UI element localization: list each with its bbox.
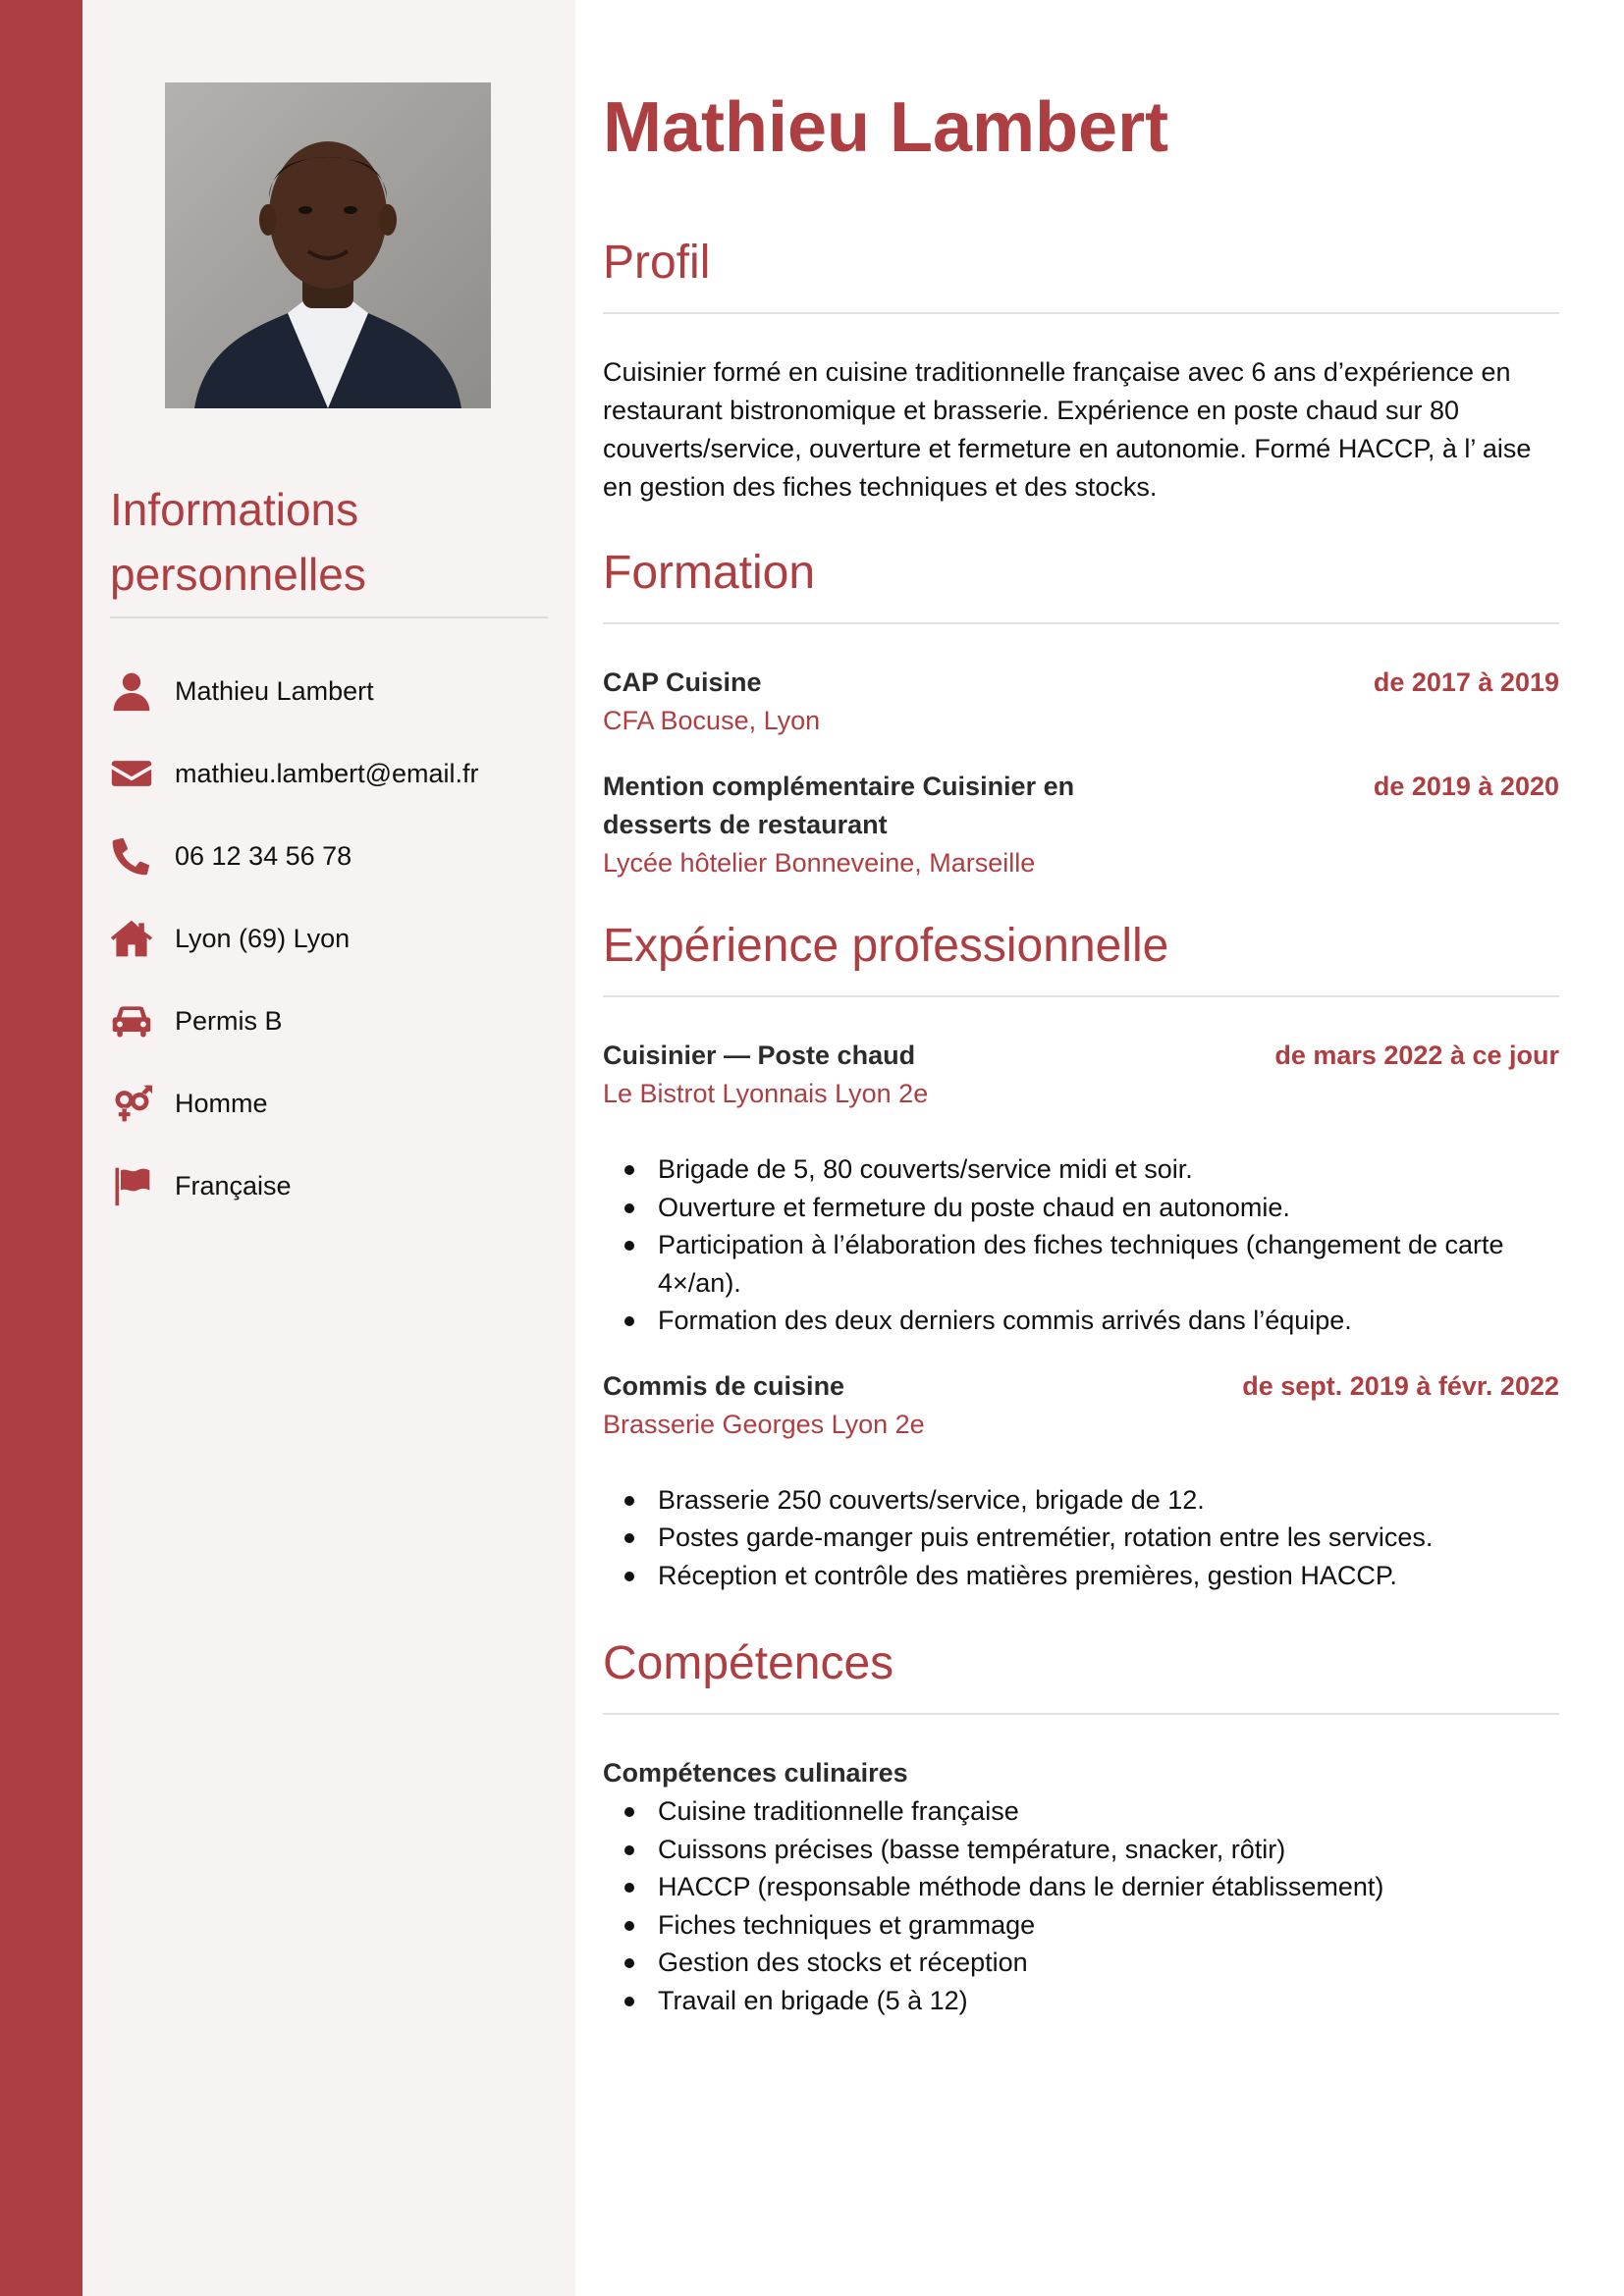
flag-icon [110, 1163, 175, 1208]
experience-title: Commis de cuisine [603, 1370, 845, 1401]
list-item: Formation des deux derniers commis arrivés dans l’équipe. [603, 1302, 1559, 1340]
list-item: Brasserie 250 couverts/service, brigade de 12. [603, 1481, 1559, 1520]
accent-stripe [0, 0, 82, 2296]
formation-entry [603, 664, 1559, 740]
divider [603, 312, 1559, 314]
info-item-license [110, 980, 548, 1062]
user-icon [110, 668, 175, 714]
home-icon [110, 916, 175, 961]
profile-photo-image [165, 82, 491, 408]
sidebar [82, 0, 575, 2296]
profil-heading: Profil [603, 237, 711, 289]
info-item-gender [110, 1062, 548, 1145]
experience-entry [603, 1037, 1559, 1340]
competences-subtitle: Compétences culinaires [603, 1758, 908, 1788]
experience-date: de sept. 2019 à févr. 2022 [1242, 1370, 1559, 1401]
info-name-text: Mathieu Lambert [175, 675, 374, 706]
info-phone-text[interactable]: 06 12 34 56 78 [175, 840, 352, 871]
info-address-text: Lyon (69) Lyon [175, 923, 351, 953]
formation-place: CFA Bocuse, Lyon [603, 706, 821, 735]
personal-info-heading: Informations personnelles [110, 484, 366, 600]
list-item: Fiches techniques et grammage [603, 1906, 1559, 1945]
experience-place: Le Bistrot Lyonnais Lyon 2e [603, 1079, 929, 1108]
list-item: Brigade de 5, 80 couverts/service midi et soir. [603, 1150, 1559, 1189]
formation-title: Mention complémentaire Cuisinier en desserts de restaurant [603, 772, 1075, 839]
section-profil [603, 232, 1559, 507]
info-gender-text: Homme [175, 1088, 268, 1118]
divider [603, 995, 1559, 997]
info-item-phone [110, 815, 548, 897]
list-item: Postes garde-manger puis entremétier, rotation entre les services. [603, 1519, 1559, 1557]
list-item: Participation à l’élaboration des fiches techniques (changement de carte 4×/an). [603, 1226, 1559, 1302]
formation-heading: Formation [603, 547, 816, 599]
list-item: Cuisine traditionnelle française [603, 1792, 1559, 1831]
list-item: Réception et contrôle des matières premières, gestion HACCP. [603, 1557, 1559, 1595]
experience-title: Cuisinier — Poste chaud [603, 1041, 916, 1070]
info-email-text[interactable]: mathieu.lambert@email.fr [175, 758, 479, 788]
competences-list [603, 1792, 1559, 2019]
info-item-address [110, 897, 548, 980]
phone-icon [110, 833, 175, 879]
divider [603, 1713, 1559, 1715]
list-item: Cuissons précises (basse température, snacker, rôtir) [603, 1831, 1559, 1869]
info-item-name [110, 650, 548, 732]
list-item: HACCP (responsable méthode dans le dernier établissement) [603, 1868, 1559, 1906]
car-icon [110, 998, 175, 1043]
section-experience [603, 915, 1559, 1594]
envelope-icon [110, 751, 175, 796]
experience-place: Brasserie Georges Lyon 2e [603, 1409, 925, 1439]
experience-bullets [603, 1481, 1559, 1595]
profile-photo [165, 82, 491, 408]
formation-date: de 2017 à 2019 [1373, 667, 1559, 697]
formation-entry [603, 768, 1559, 882]
experience-date: de mars 2022 à ce jour [1274, 1041, 1559, 1070]
list-item: Ouverture et fermeture du poste chaud en autonomie. [603, 1189, 1559, 1227]
info-license-text: Permis B [175, 1005, 283, 1036]
divider [603, 622, 1559, 624]
info-item-nationality [110, 1145, 548, 1227]
experience-bullets [603, 1150, 1559, 1340]
personal-info-list [110, 650, 548, 1227]
formation-title: CAP Cuisine [603, 667, 762, 697]
formation-date: de 2019 à 2020 [1373, 772, 1559, 801]
info-nationality-text: Française [175, 1170, 292, 1201]
candidate-name: Mathieu Lambert [603, 88, 1169, 167]
experience-heading: Expérience professionnelle [603, 920, 1169, 972]
profil-text: Cuisinier formé en cuisine traditionnelle française avec 6 ans d’expérience en restaurant bistronomique et brasserie. Expérience en poste chaud sur 80 couverts/service, ouverture et fermeture en autonomie. Formé HACCP, à l’ aise en gestion des fiches techniques et des stocks. [603, 357, 1532, 502]
list-item: Gestion des stocks et réception [603, 1944, 1559, 1982]
section-formation [603, 542, 1559, 882]
section-competences [603, 1632, 1559, 2019]
experience-entry [603, 1367, 1559, 1595]
divider [110, 616, 548, 618]
list-item: Travail en brigade (5 à 12) [603, 1982, 1559, 2020]
info-item-email [110, 732, 548, 815]
formation-place: Lycée hôtelier Bonneveine, Marseille [603, 848, 1036, 878]
gender-icon [110, 1081, 175, 1126]
competences-heading: Compétences [603, 1637, 894, 1689]
